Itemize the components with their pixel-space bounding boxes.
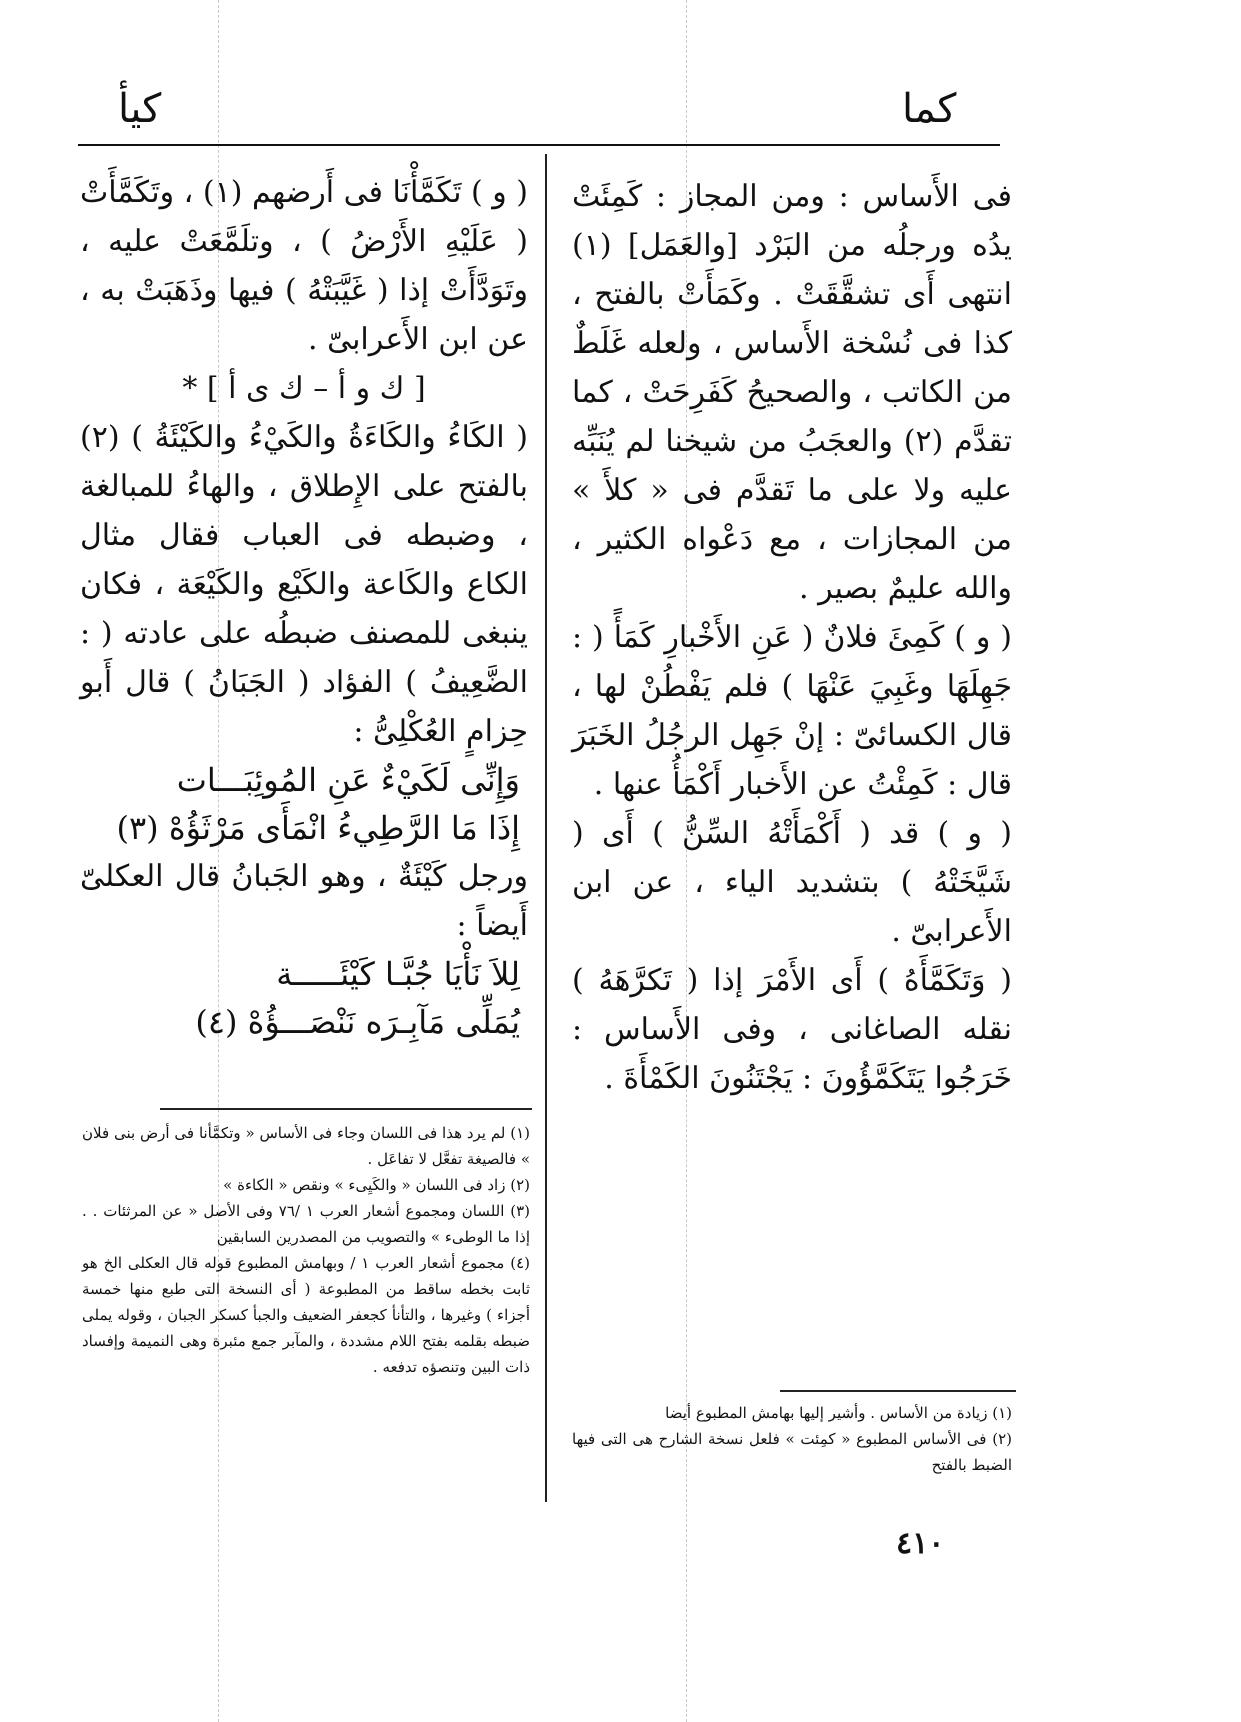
right-paragraph: ( و ) كَمِئَ فلانٌ ( عَنِ الأَخْبارِ كَمَأً ( : جَهِلَهَا وغَبِيَ عَنْهَا ) فلم يَفْطُنْ لها ، قال الكسائىّ : إنْ جَهِل الرجُلُ الخَبَرَ قال : كَمِئْتُ عن الأَخبار أَكْمَأُ عنها . bbox=[572, 620, 1012, 802]
footnote: (١) زيادة من الأساس . وأشير إليها بهامش المطبوع أيضا bbox=[665, 1404, 1012, 1422]
footnote-rule-right bbox=[780, 1390, 1016, 1392]
running-head-right: كما bbox=[902, 86, 957, 132]
right-column bbox=[572, 172, 1012, 1103]
verse-line: إِذَا مَا الرَّطِيءُ انْمَأَى مَرْثَؤُهْ (٣) bbox=[116, 809, 520, 847]
footnote: (١) لم يرد هذا فى اللسان وجاء فى الأساس « وتكمَّأنا فى أرض بنى فلان » فالصيغة تفعَّل لا تفاعَل . bbox=[82, 1124, 530, 1168]
right-paragraph: ( وَتَكَمَّأَهُ ) أَى الأَمْرَ إذا ( تَكرَّهَهُ ) نقله الصاغانى ، وفى الأَساس : خَرَجُوا يَتَكَمَّؤُونَ : يَجْتَنُونَ الكَمْأَةَ . bbox=[572, 963, 1012, 1096]
section-heading: [ ك و أ – ك ى أ ] * bbox=[182, 371, 426, 406]
left-paragraph: ( الكَاءُ والكَاءَةُ والكَيْءُ والكَيْئَةُ ) (٢) بالفتح على الإِطلاق ، والهاءُ للمبالغة ، وضبطه فى العباب فقال مثال الكاع والكَاعة والكَيْع والكَيْعَة ، فكان ينبغى للمصنف ضبطُه على عادته ( : الضَّعِيفُ ) الفؤاد ( الجَبَانُ ) قال أَبو حِزامٍ العُكْلِىُّ : bbox=[80, 420, 528, 749]
left-paragraph: ورجل كَيْئَةٌ ، وهو الجَبانُ قال العكلىّ أَيضاً : bbox=[80, 859, 528, 943]
footnote: (٢) زاد فى اللسان « والكَيِىء » ونقص « الكاءة » bbox=[223, 1176, 530, 1194]
right-paragraph: ( و ) قد ( أَكْمَأَتْهُ السِّنُّ ) أَى ( شَيَّخَتْهُ ) بتشديد الياء ، عن ابن الأَعرابىّ . bbox=[572, 816, 1012, 949]
page-number: ٤١٠ bbox=[896, 1526, 945, 1561]
verse-line: يُمَلِّى مَآبِـرَه نَنْصَـــؤُهْ (٤) bbox=[195, 1003, 520, 1041]
left-paragraph: ( و ) تَكَمَّأْنَا فى أَرضهم (١) ، وتَكَمَّأَتْ ( عَلَيْهِ الأَرْضُ ) ، وتلَمَّعَتْ عليه ، وتَوَدَّأَتْ إذا ( غَيَّبَتْهُ ) فيها وذَهَبَتْ به ، عن ابن الأَعرابىّ . bbox=[80, 175, 528, 357]
footnotes-right bbox=[572, 1400, 1012, 1478]
verse-line: وَإِنِّى لَكَيْءٌ عَنِ المُوئِبَـــات bbox=[176, 761, 520, 799]
footnote: (٤) مجموع أشعار العرب ١ / وبهامش المطبوع قوله قال العكلى الخ هو ثابت بخطه ساقط من المطبوعة ( أى النسخة التى طبع منها خمسة أجزاء ) وغيرها ، والتأنأ كجعفر الضعيف والجبأ كسكر الجبان ، وقوله يملى ضبطه بقلمه بفتح اللام مشددة ، والمآبر جمع مئبرة وهى النميمة وإفساد ذات البين وتنصؤه تدفعه . bbox=[82, 1254, 530, 1376]
footnotes-left bbox=[82, 1120, 530, 1380]
right-paragraph: فى الأَساس : ومن المجاز : كَمِئَتْ يدُه ورجلُه من البَرْد [والعَمَل] (١) انتهى أَى تشقَّقَتْ . وكَمَأَتْ بالفتح ، كذا فى نُسْخة الأَساس ، ولعله غَلَطٌ من الكاتب ، والصحيحُ كَفَرِحَتْ ، كما تقدَّم (٢) والعجَبُ من شيخنا لم يُنَبِّه عليه ولا على ما تَقدَّم فى « كلأَ » من المجازات ، مع دَعْواه الكثير ، والله عليمٌ بصير . bbox=[572, 179, 1012, 606]
running-head-left: كيأ bbox=[118, 86, 162, 132]
column-divider bbox=[545, 154, 547, 1502]
footnote: (٣) اللسان ومجموع أشعار العرب ١ /٧٦ وفى الأصل « عن المرثئات . . إذا ما الوطىء » والتصويب من المصدرين السابقين bbox=[82, 1202, 531, 1246]
footnote: (٢) فى الأساس المطبوع « كمِئت » فلعل نسخة الشارح هى التى فيها الضبط بالفتح bbox=[572, 1430, 1012, 1474]
verse-line: لِلاَ نَأْيَا جُبَّـا كَيْئَـــــة bbox=[276, 955, 520, 993]
header-rule bbox=[78, 144, 1000, 146]
left-column bbox=[80, 168, 528, 1046]
footnote-rule-left bbox=[160, 1108, 532, 1110]
